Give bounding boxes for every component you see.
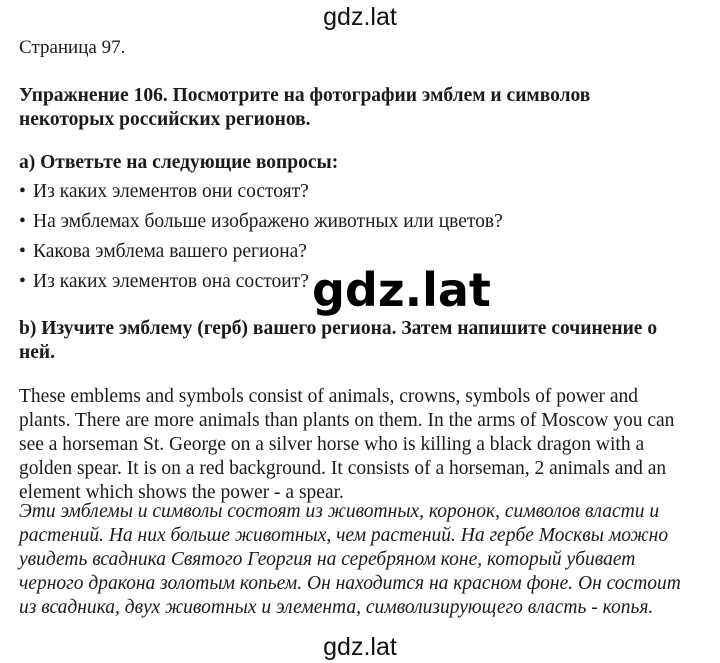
russian-line: Эти эмблемы и символы состоят из животных, коронок, символов власти и [19,501,660,522]
bullet-icon: • [19,211,26,232]
page-label: Страница 97. [19,37,126,58]
part-b-title-line: ней. [19,342,56,363]
russian-line: увидеть всадника Святого Георгия на серебряном коне, который убивает [19,549,636,570]
part-b-title [19,317,709,365]
english-line: plants. There are more animals than plants on them. In the arms of Moscow you can [19,410,675,431]
russian-translation [19,500,709,620]
part-b-title-line: b) Изучите эмблему (герб) вашего региона. Затем напишите сочинение о [19,318,658,339]
exercise-heading [19,84,709,132]
watermark-top: gdz.lat [323,3,397,31]
english-line: see a horseman St. George on a silver horse who is killing a black dragon with a [19,434,645,455]
english-line: These emblems and symbols consist of animals, crowns, symbols of power and [19,386,639,407]
watermark-center: gdz.lat [312,263,491,317]
russian-line: растений. На них больше животных, чем растений. На гербе Москвы можно [19,525,669,546]
russian-line: черного дракона золотым копьем. Он находится на красном фоне. Он состоит [19,573,681,594]
english-line: golden spear. It is on a red background. It consists of a horseman, 2 animals and an [19,458,667,479]
heading-line: Упражнение 106. Посмотрите на фотографии эмблем и символов [19,85,591,106]
watermark-bottom: gdz.lat [323,633,397,661]
heading-line: некоторых российских регионов. [19,109,311,130]
bullet-icon: • [19,181,26,202]
bullet-icon: • [19,271,26,292]
question-text: Из каких элементов она состоит? [33,271,309,292]
question-text: На эмблемах больше изображено животных или цветов? [33,211,503,232]
question-item [19,180,503,210]
part-a-title: a) Ответьте на следующие вопросы: [19,152,339,173]
bullet-icon: • [19,241,26,262]
question-item [19,210,503,240]
question-text: Какова эмблема вашего региона? [33,241,307,262]
russian-line: из всадника, двух животных и элемента, символизирующего власть - копья. [19,597,654,618]
english-answer [19,385,709,505]
english-line: element which shows the power - a spear. [19,482,344,503]
question-text: Из каких элементов они состоят? [33,181,309,202]
